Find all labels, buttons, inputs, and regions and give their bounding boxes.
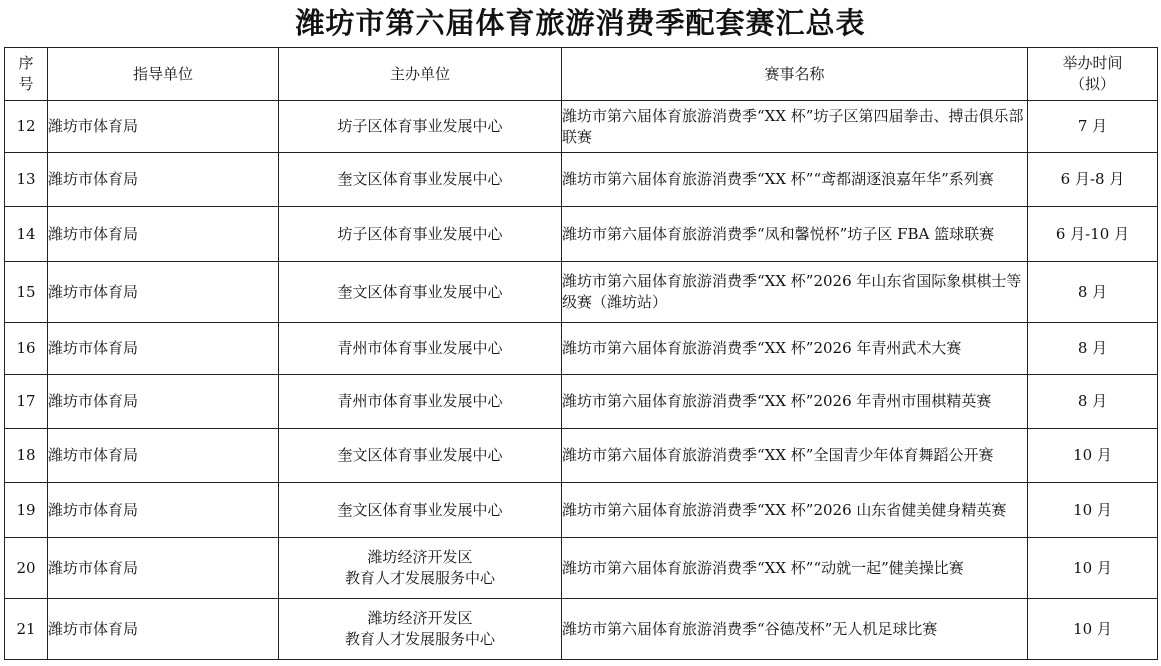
cell-guide-unit: 潍坊市体育局 <box>48 483 279 538</box>
table-row <box>5 429 1158 483</box>
cell-seq: 18 <box>5 429 48 483</box>
table-header-row <box>5 48 1158 101</box>
cell-seq: 17 <box>5 375 48 429</box>
cell-guide-unit: 潍坊市体育局 <box>48 262 279 323</box>
cell-event-name: 潍坊市第六届体育旅游消费季“XX 杯”“动就一起”健美操比赛 <box>562 538 1028 599</box>
cell-seq: 21 <box>5 599 48 660</box>
table-row <box>5 323 1158 375</box>
cell-host-unit: 青州市体育事业发展中心 <box>279 375 562 429</box>
cell-time: 8 月 <box>1028 323 1158 375</box>
cell-time: 6 月-10 月 <box>1028 207 1158 262</box>
cell-seq: 13 <box>5 153 48 207</box>
table-row <box>5 599 1158 660</box>
cell-guide-unit: 潍坊市体育局 <box>48 153 279 207</box>
cell-host-unit: 青州市体育事业发展中心 <box>279 323 562 375</box>
cell-seq: 15 <box>5 262 48 323</box>
cell-time: 10 月 <box>1028 599 1158 660</box>
header-guide-unit: 指导单位 <box>48 48 279 101</box>
header-seq: 序 号 <box>5 48 48 101</box>
cell-event-name: 潍坊市第六届体育旅游消费季“XX 杯”2026 年青州武术大赛 <box>562 323 1028 375</box>
table-row <box>5 538 1158 599</box>
cell-host-unit: 潍坊经济开发区 教育人才发展服务中心 <box>279 599 562 660</box>
header-host-unit: 主办单位 <box>279 48 562 101</box>
cell-time: 10 月 <box>1028 429 1158 483</box>
cell-event-name: 潍坊市第六届体育旅游消费季“XX 杯”“鸢都湖逐浪嘉年华”系列赛 <box>562 153 1028 207</box>
table-row <box>5 101 1158 153</box>
cell-event-name: 潍坊市第六届体育旅游消费季“XX 杯”全国青少年体育舞蹈公开赛 <box>562 429 1028 483</box>
cell-event-name: 潍坊市第六届体育旅游消费季“XX 杯”坊子区第四届拳击、搏击俱乐部联赛 <box>562 101 1028 153</box>
table-row <box>5 375 1158 429</box>
header-event-name: 赛事名称 <box>562 48 1028 101</box>
cell-guide-unit: 潍坊市体育局 <box>48 599 279 660</box>
cell-seq: 16 <box>5 323 48 375</box>
events-table <box>4 47 1158 660</box>
cell-time: 10 月 <box>1028 538 1158 599</box>
cell-host-unit: 奎文区体育事业发展中心 <box>279 429 562 483</box>
cell-guide-unit: 潍坊市体育局 <box>48 207 279 262</box>
cell-seq: 19 <box>5 483 48 538</box>
cell-host-unit: 奎文区体育事业发展中心 <box>279 153 562 207</box>
table-row <box>5 153 1158 207</box>
header-time: 举办时间 （拟） <box>1028 48 1158 101</box>
cell-time: 8 月 <box>1028 262 1158 323</box>
cell-seq: 14 <box>5 207 48 262</box>
cell-seq: 20 <box>5 538 48 599</box>
cell-host-unit: 坊子区体育事业发展中心 <box>279 101 562 153</box>
cell-event-name: 潍坊市第六届体育旅游消费季“XX 杯”2026 年山东省国际象棋棋士等级赛（潍坊站） <box>562 262 1028 323</box>
cell-guide-unit: 潍坊市体育局 <box>48 429 279 483</box>
cell-event-name: 潍坊市第六届体育旅游消费季“谷德茂杯”无人机足球比赛 <box>562 599 1028 660</box>
table-row <box>5 483 1158 538</box>
cell-host-unit: 奎文区体育事业发展中心 <box>279 483 562 538</box>
cell-guide-unit: 潍坊市体育局 <box>48 375 279 429</box>
cell-host-unit: 潍坊经济开发区 教育人才发展服务中心 <box>279 538 562 599</box>
cell-event-name: 潍坊市第六届体育旅游消费季“凤和馨悦杯”坊子区 FBA 篮球联赛 <box>562 207 1028 262</box>
table-row <box>5 262 1158 323</box>
cell-guide-unit: 潍坊市体育局 <box>48 323 279 375</box>
cell-time: 8 月 <box>1028 375 1158 429</box>
cell-time: 10 月 <box>1028 483 1158 538</box>
cell-time: 7 月 <box>1028 101 1158 153</box>
cell-host-unit: 奎文区体育事业发展中心 <box>279 262 562 323</box>
cell-time: 6 月-8 月 <box>1028 153 1158 207</box>
cell-event-name: 潍坊市第六届体育旅游消费季“XX 杯”2026 年青州市围棋精英赛 <box>562 375 1028 429</box>
cell-host-unit: 坊子区体育事业发展中心 <box>279 207 562 262</box>
cell-seq: 12 <box>5 101 48 153</box>
cell-event-name: 潍坊市第六届体育旅游消费季“XX 杯”2026 山东省健美健身精英赛 <box>562 483 1028 538</box>
cell-guide-unit: 潍坊市体育局 <box>48 538 279 599</box>
document-title: 潍坊市第六届体育旅游消费季配套赛汇总表 <box>295 6 866 40</box>
table-row <box>5 207 1158 262</box>
cell-guide-unit: 潍坊市体育局 <box>48 101 279 153</box>
